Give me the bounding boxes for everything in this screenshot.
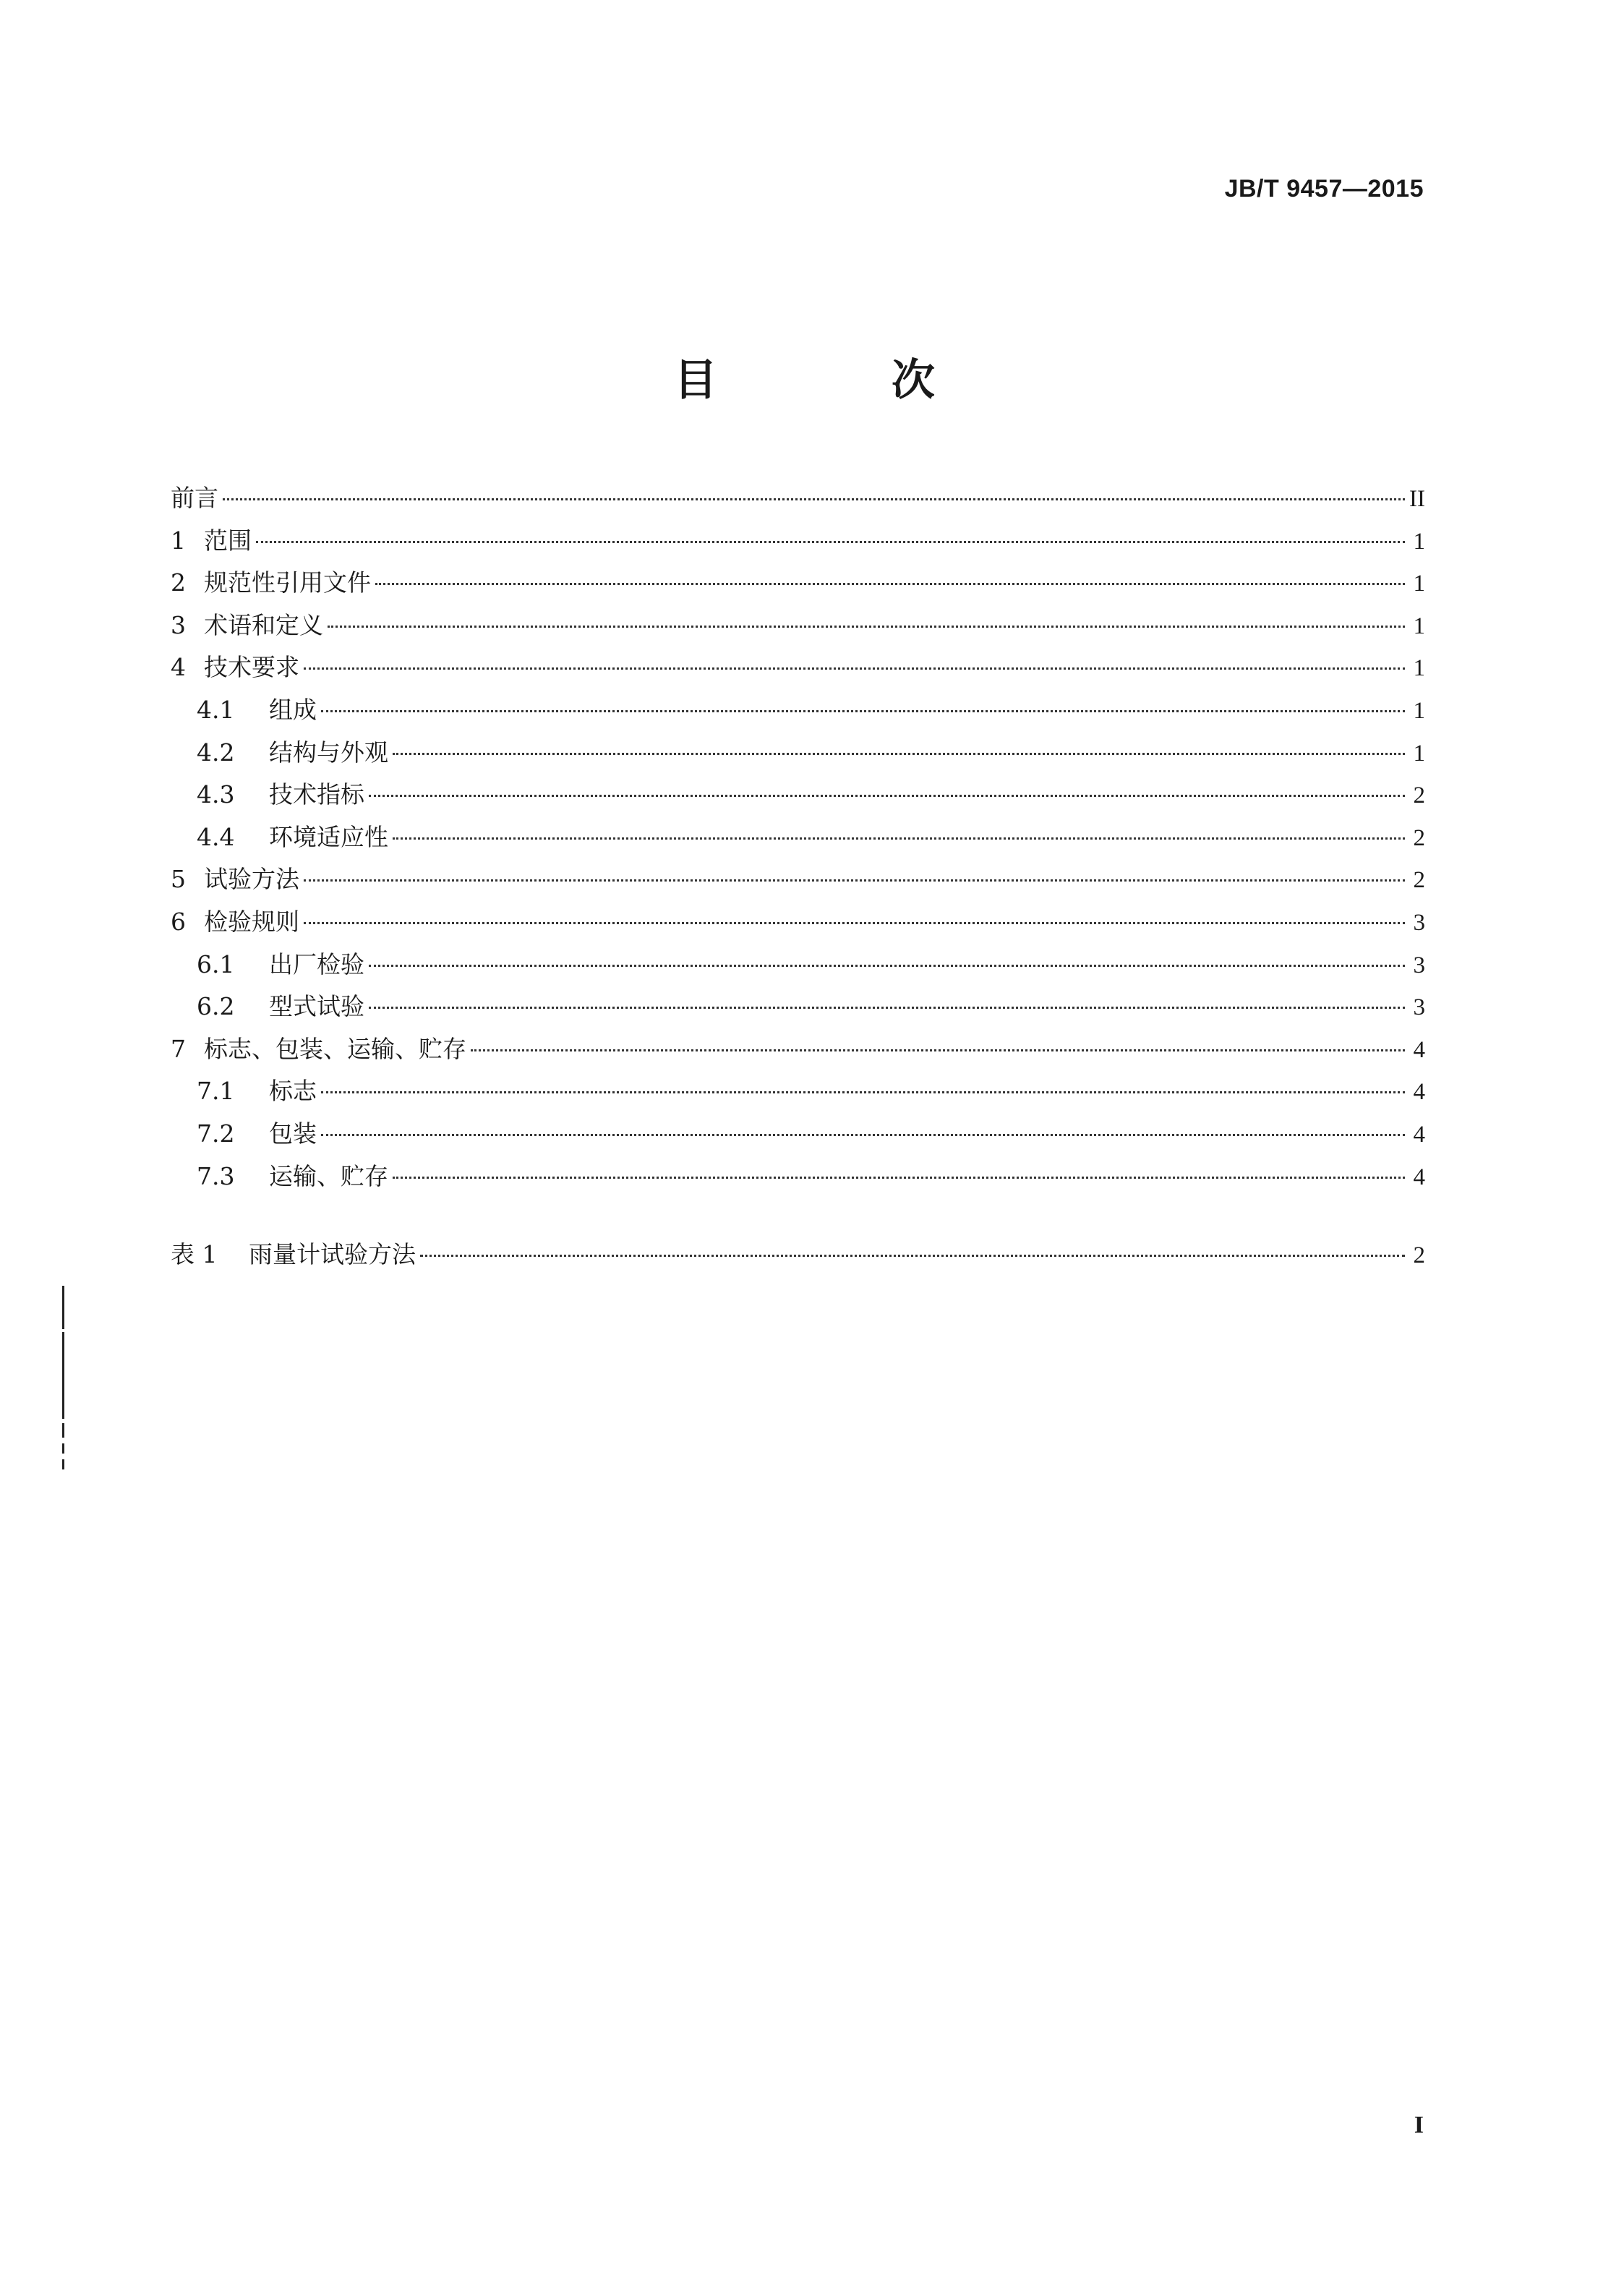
toc-entry-number: 2 xyxy=(171,568,186,597)
toc-entry-page: 4 xyxy=(1413,1164,1425,1190)
toc-dot-leader xyxy=(375,583,1405,585)
toc-entry-label: 标志、包装、运输、贮存 xyxy=(204,1034,466,1063)
standard-code: JB/T 9457—2015 xyxy=(1224,175,1424,202)
toc-entry[interactable] xyxy=(171,1113,1425,1156)
toc-dot-leader xyxy=(471,1049,1405,1051)
toc-entry[interactable] xyxy=(171,858,1425,901)
toc-entry[interactable] xyxy=(171,774,1425,816)
toc-entry-number: 6.1 xyxy=(197,950,235,978)
toc-entry[interactable] xyxy=(171,689,1425,732)
toc-entry-page: 4 xyxy=(1413,1036,1425,1063)
toc-entry-label: 结构与外观 xyxy=(269,738,388,767)
toc-entry-number: 4.2 xyxy=(197,738,235,767)
toc-entry-number: 6 xyxy=(171,907,186,936)
toc-dot-leader xyxy=(304,879,1405,882)
toc-entry[interactable] xyxy=(171,944,1425,986)
toc-entry-label: 前言 xyxy=(171,484,218,512)
toc-entry[interactable] xyxy=(171,986,1425,1028)
toc-dot-leader xyxy=(369,965,1405,967)
toc-entry-label: 运输、贮存 xyxy=(269,1161,388,1190)
toc-entry-label: 检验规则 xyxy=(204,907,299,936)
toc-entry[interactable] xyxy=(171,732,1425,774)
toc-entry-page: 3 xyxy=(1413,952,1425,978)
toc-entry-number: 4.3 xyxy=(197,780,235,809)
toc-entry-page: 1 xyxy=(1413,655,1425,682)
toc-entry[interactable] xyxy=(171,901,1425,944)
toc-entry-number: 4.4 xyxy=(197,822,235,851)
page-title: 目 次 xyxy=(674,355,1014,406)
toc-entry-label: 技术指标 xyxy=(269,780,364,809)
toc-dot-leader xyxy=(304,667,1405,670)
toc-entry[interactable] xyxy=(171,1156,1425,1198)
toc-entry-page: II xyxy=(1409,486,1425,512)
toc-entry[interactable] xyxy=(171,562,1425,605)
toc-entry-page: 1 xyxy=(1413,528,1425,555)
toc-dot-leader xyxy=(393,753,1405,755)
toc-entry-label: 组成 xyxy=(269,695,317,724)
toc-entry-label: 包装 xyxy=(269,1119,317,1148)
toc-entry[interactable] xyxy=(171,816,1425,859)
table-list-entry[interactable] xyxy=(171,1234,1425,1276)
toc-entry-label: 技术要求 xyxy=(204,653,299,682)
toc-entry-page: 1 xyxy=(1413,571,1425,597)
toc-dot-leader xyxy=(321,1134,1405,1136)
toc-entry-label: 型式试验 xyxy=(269,992,364,1021)
toc-entry-number: 7.2 xyxy=(197,1119,235,1148)
toc-entry-page: 2 xyxy=(1413,782,1425,809)
toc-entry-label: 试验方法 xyxy=(204,865,299,894)
toc-entry-label: 规范性引用文件 xyxy=(204,568,371,597)
toc-entry-page: 4 xyxy=(1413,1121,1425,1148)
page-number: I xyxy=(1414,2112,1424,2138)
toc-dot-leader xyxy=(328,626,1405,628)
toc-dot-leader xyxy=(369,1007,1405,1009)
toc-entry-number: 5 xyxy=(171,865,186,894)
toc-entry-number: 6.2 xyxy=(197,992,235,1021)
table-of-contents xyxy=(171,477,1425,1276)
toc-entry-label: 范围 xyxy=(204,526,252,555)
toc-entry-number: 1 xyxy=(171,526,186,555)
toc-entry-page: 2 xyxy=(1413,867,1425,894)
toc-gap xyxy=(171,1198,1425,1234)
toc-dot-leader xyxy=(393,837,1405,840)
toc-entry-label: 出厂检验 xyxy=(269,950,364,978)
toc-dot-leader xyxy=(256,541,1405,543)
toc-entry[interactable] xyxy=(171,1028,1425,1071)
toc-entry-page: 2 xyxy=(1413,1242,1425,1269)
toc-entry-number: 4.1 xyxy=(197,695,235,724)
scan-margin-mark xyxy=(62,1286,64,1481)
toc-entry-page: 4 xyxy=(1413,1079,1425,1106)
toc-entry-number: 7.3 xyxy=(197,1161,235,1190)
toc-entry[interactable] xyxy=(171,647,1425,689)
toc-dot-leader xyxy=(420,1255,1405,1257)
toc-entry-label: 术语和定义 xyxy=(204,610,323,639)
toc-entry-number: 表 1 xyxy=(171,1240,218,1269)
toc-dot-leader xyxy=(321,1091,1405,1093)
toc-entry-number: 7.1 xyxy=(197,1077,235,1106)
toc-entry-number: 4 xyxy=(171,653,186,682)
toc-entry[interactable] xyxy=(171,605,1425,647)
toc-entry-page: 3 xyxy=(1413,909,1425,936)
toc-entry-page: 1 xyxy=(1413,613,1425,639)
toc-entry-page: 2 xyxy=(1413,824,1425,851)
toc-list xyxy=(171,477,1425,1198)
toc-entry[interactable] xyxy=(171,1070,1425,1113)
toc-dot-leader xyxy=(369,795,1405,797)
toc-entry-number: 3 xyxy=(171,610,186,639)
toc-dot-leader xyxy=(304,922,1405,924)
tables-list xyxy=(171,1234,1425,1276)
toc-entry-label: 环境适应性 xyxy=(269,822,388,851)
toc-entry-page: 3 xyxy=(1413,994,1425,1021)
toc-entry[interactable] xyxy=(171,520,1425,563)
toc-entry[interactable] xyxy=(171,477,1425,520)
toc-dot-leader xyxy=(393,1177,1405,1179)
toc-entry-page: 1 xyxy=(1413,697,1425,724)
toc-entry-label: 标志 xyxy=(269,1077,317,1106)
toc-entry-label: 雨量计试验方法 xyxy=(249,1240,416,1269)
toc-dot-leader xyxy=(321,710,1405,712)
toc-entry-number: 7 xyxy=(171,1034,186,1063)
toc-entry-page: 1 xyxy=(1413,740,1425,767)
toc-dot-leader xyxy=(223,498,1405,500)
